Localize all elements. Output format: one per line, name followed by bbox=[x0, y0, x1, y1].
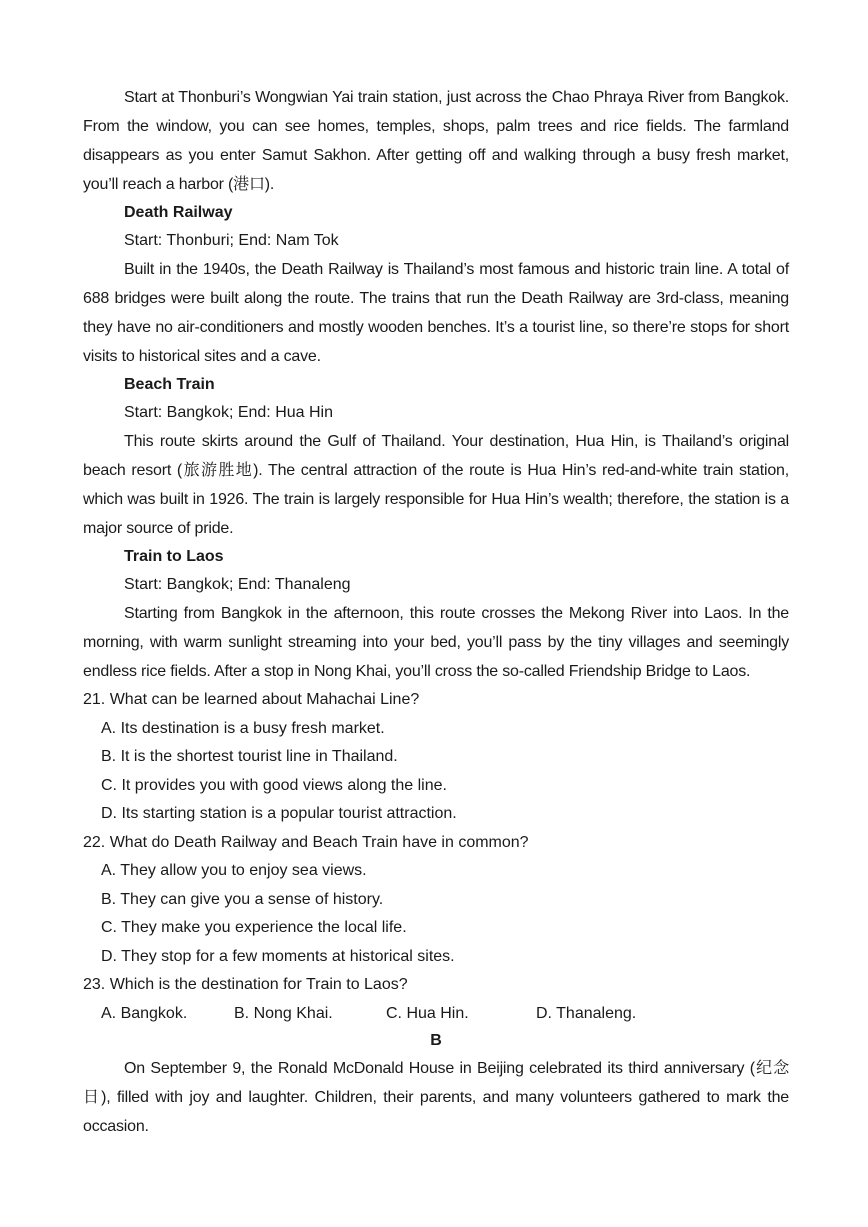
question-23-options bbox=[83, 1000, 789, 1029]
question-21-option-c: C. It provides you with good views along the line. bbox=[101, 776, 447, 794]
question-23-option-b: B. Nong Khai. bbox=[234, 1004, 333, 1022]
question-22-option-d: D. They stop for a few moments at historical sites. bbox=[101, 947, 455, 965]
section-b-label: B bbox=[430, 1032, 442, 1049]
document-page bbox=[83, 83, 789, 1141]
route-start-end-train-to-laos: Start: Bangkok; End: Thanaleng bbox=[124, 576, 351, 593]
route-start-end-death-railway: Start: Thonburi; End: Nam Tok bbox=[124, 232, 339, 249]
question-23-option-c: C. Hua Hin. bbox=[386, 1004, 469, 1022]
route-start-end-beach-train: Start: Bangkok; End: Hua Hin bbox=[124, 404, 333, 421]
question-21-option-d: D. Its starting station is a popular tourist attraction. bbox=[101, 805, 457, 822]
question-22-option-b: B. They can give you a sense of history. bbox=[101, 890, 384, 908]
question-23-option-a: A. Bangkok. bbox=[101, 1004, 188, 1022]
route-description-beach-train: This route skirts around the Gulf of Thailand. Your destination, Hua Hin, is Thailand’s original beach resort (旅游胜地). The central attraction of the route is Hua Hin’s red-and-white train station, which was built in 1926. The train is largely responsible for Hua Hin’s wealth; therefore, the station is a major source of pride. bbox=[83, 433, 789, 537]
route-title-train-to-laos: Train to Laos bbox=[124, 548, 224, 565]
route-description-train-to-laos: Starting from Bangkok in the afternoon, this route crosses the Mekong River into Laos. In the morning, with warm sunlight streaming into your bed, you’ll pass by the tiny villages and seemingly endless rice fields. After a stop in Nong Khai, you’ll cross the so-called Friendship Bridge to Laos. bbox=[83, 605, 789, 680]
question-23-option-d: D. Thanaleng. bbox=[536, 1004, 637, 1022]
question-22-stem: 22. What do Death Railway and Beach Train have in common? bbox=[83, 833, 529, 851]
question-21-option-b: B. It is the shortest tourist line in Thailand. bbox=[101, 748, 398, 765]
route-description-death-railway: Built in the 1940s, the Death Railway is Thailand’s most famous and historic train line. A total of 688 bridges were built along the route. The trains that run the Death Railway are 3rd-class, meaning they have no air-conditioners and mostly wooden benches. It’s a tourist line, so there’re stops for short visits to historical sites and a cave. bbox=[83, 261, 789, 365]
question-21-option-a: A. Its destination is a busy fresh market. bbox=[101, 719, 385, 737]
section-b-paragraph: On September 9, the Ronald McDonald House in Beijing celebrated its third anniversary (纪念日), filled with joy and laughter. Children, their parents, and many volunteers gathered to mark the occasion. bbox=[83, 1060, 789, 1135]
route-title-death-railway: Death Railway bbox=[124, 204, 233, 221]
route-title-beach-train: Beach Train bbox=[124, 376, 215, 393]
question-22-option-a: A. They allow you to enjoy sea views. bbox=[101, 862, 367, 879]
question-22-option-c: C. They make you experience the local life. bbox=[101, 919, 407, 936]
question-23-stem: 23. Which is the destination for Train to Laos? bbox=[83, 976, 408, 993]
intro-paragraph: Start at Thonburi’s Wongwian Yai train station, just across the Chao Phraya River from Bangkok. From the window, you can see homes, temples, shops, palm trees and rice fields. The farmland disappears as you enter Samut Sakhon. After getting off and walking through a busy fresh market, you’ll reach a harbor (港口). bbox=[83, 89, 789, 193]
question-21-stem: 21. What can be learned about Mahachai Line? bbox=[83, 691, 420, 708]
